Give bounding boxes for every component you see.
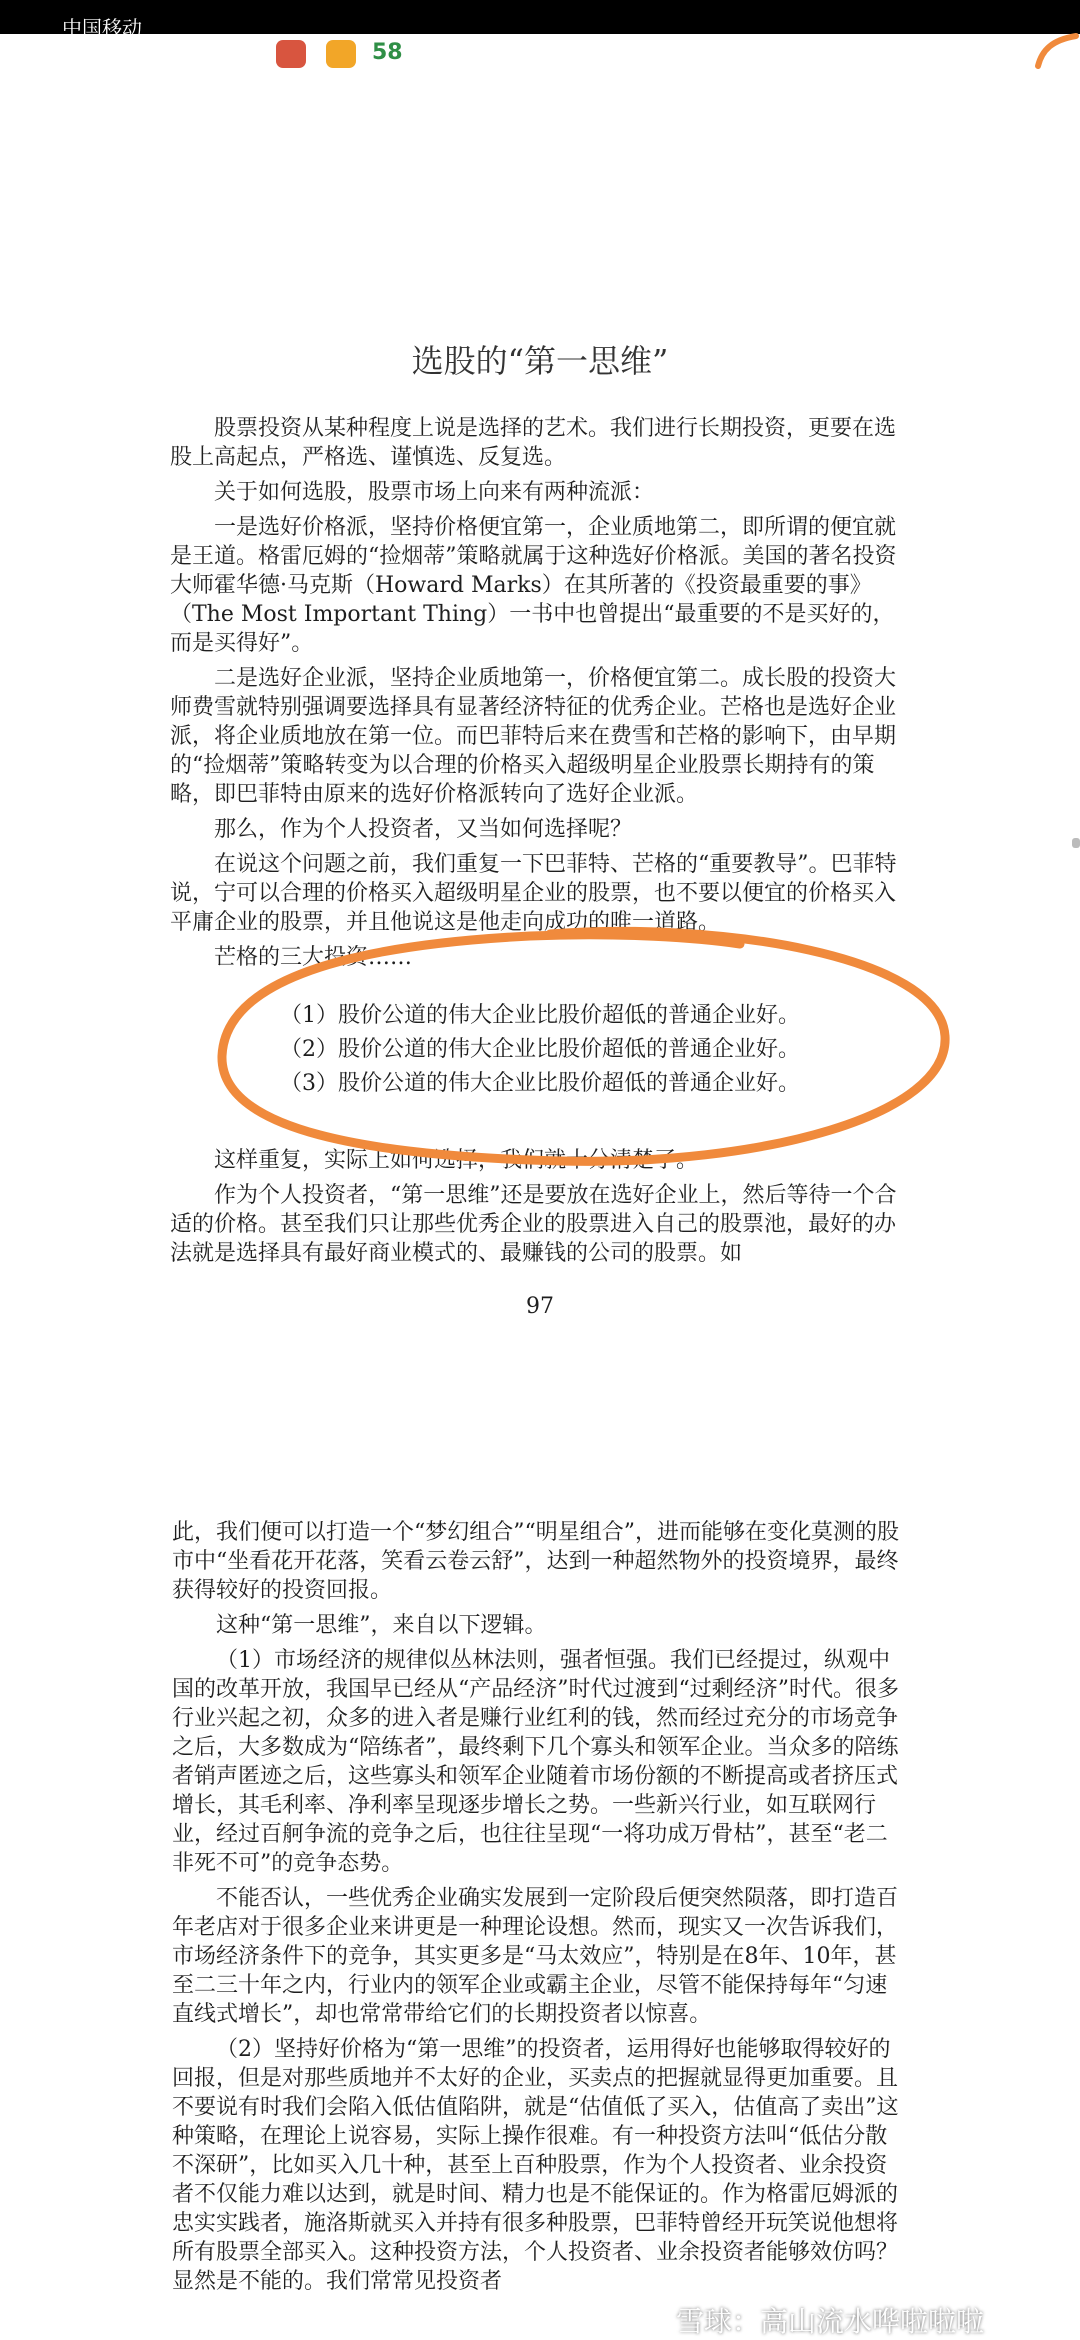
paragraph: 这样重复，实际上如何选择，我们就十分清楚了。	[214, 1148, 699, 1173]
quote-item: （1）股价公道的伟大企业比股价超低的普通企业好。	[280, 1003, 800, 1028]
carrier-name: 中国移动	[62, 16, 142, 40]
page-97-text	[170, 414, 900, 978]
watermark: 雪球：高山流水哗啦啦啦	[676, 2305, 985, 2338]
paragraph: 此，我们便可以打造一个“梦幻组合”“明星组合”，进而能够在变化莫测的股市中“坐看花开花落，笑看云卷云舒”，达到一种超然物外的投资境界，最终获得较好的投资回报。	[172, 1520, 899, 1603]
quote-item: （2）股价公道的伟大企业比股价超低的普通企业好。	[280, 1037, 800, 1062]
paragraph: 二是选好企业派，坚持企业质地第一，价格便宜第二。成长股的投资大师费雪就特别强调要选择具有显著经济特征的优秀企业。芒格也是选好企业派，将企业质地放在第一位。而巴菲特后来在费雪和芒格的影响下，由早期的“捡烟蒂”策略转变为以合理的价格买入超级明星企业股票长期持有的策略，即巴菲特由原来的选好价格派转向了选好企业派。	[170, 666, 897, 807]
quote-item: （3）股价公道的伟大企业比股价超低的普通企业好。	[280, 1071, 800, 1096]
status-bar	[0, 0, 1080, 40]
hand-drawn-circle	[200, 916, 960, 1174]
paragraph: 作为个人投资者，“第一思维”还是要放在选好企业上，然后等待一个合适的价格。甚至我们只让那些优秀企业的股票进入自己的股票池，最好的办法就是选择具有最好商业模式的、最赚钱的公司的股票。如	[170, 1183, 897, 1266]
notification-badge: 58	[372, 40, 403, 65]
paragraph: 芒格的三大投资……	[214, 945, 413, 970]
page-98-text	[172, 1518, 902, 2302]
page-number: 97	[526, 1294, 554, 1319]
paragraph: 那么，作为个人投资者，又当如何选择呢？	[214, 817, 633, 842]
book-page-98	[0, 1440, 1080, 2340]
paragraph: 一是选好价格派，坚持价格便宜第一，企业质地第二，即所谓的便宜就是王道。格雷厄姆的“捡烟蒂”策略就属于这种选好价格派。美国的著名投资大师霍华德·马克斯（Howard Marks）在其所著的《投资最重要的事》（The Most Important Thing）一书中也曾提出“最重要的不是买好的，而是买得好”。	[170, 515, 897, 656]
paragraph: 关于如何选股，股票市场上向来有两种流派：	[214, 480, 655, 505]
chapter-title: 选股的“第一思维”	[411, 342, 669, 380]
paragraph: 在说这个问题之前，我们重复一下巴菲特、芒格的“重要教导”。巴菲特说，宁可以合理的价格买入超级明星企业的股票，也不要以便宜的价格买入平庸企业的股票，并且他说这是他走向成功的唯一道路。	[170, 852, 897, 935]
paragraph: （1）市场经济的规律似丛林法则，强者恒强。我们已经提过，纵观中国的改革开放，我国早已经从“产品经济”时代过渡到“过剩经济”时代。很多行业兴起之初，众多的进入者是赚行业红利的钱，然而经过充分的市场竞争之后，大多数成为“陪练者”，最终剩下几个寡头和领军企业。当众多的陪练者销声匿迹之后，这些寡头和领军企业随着市场份额的不断提高或者挤压式增长，其毛利率、净利率呈现逐步增长之势。一些新兴行业，如互联网行业，经过百舸争流的竞争之后，也往往呈现“一将功成万骨枯”，甚至“老二非死不可”的竞争态势。	[172, 1648, 899, 1876]
paragraph: 股票投资从某种程度上说是选择的艺术。我们进行长期投资，更要在选股上高起点，严格选、谨慎选、反复选。	[170, 416, 897, 470]
scrollbar-thumb[interactable]	[1072, 838, 1080, 848]
paragraph: （2）坚持好价格为“第一思维”的投资者，运用得好也能够取得较好的回报，但是对那些质地并不太好的企业，买卖点的把握就显得更加重要。且不要说有时我们会陷入低估值陷阱，就是“估值低了买入，估值高了卖出”这种策略，在理论上说容易，实际上操作很难。有一种投资方法叫“低估分散不深研”，比如买入几十种，甚至上百种股票，作为个人投资者、业余投资者不仅能力难以达到，就是时间、精力也是不能保证的。作为格雷厄姆派的忠实实践者，施洛斯就买入并持有很多种股票，巴菲特曾经开玩笑说他想将所有股票全部买入。这种投资方法，个人投资者、业余投资者能够效仿吗？显然是不能的。我们常常见投资者	[172, 2037, 899, 2294]
paragraph: 不能否认，一些优秀企业确实发展到一定阶段后便突然陨落，即打造百年老店对于很多企业来讲更是一种理论设想。然而，现实又一次告诉我们，市场经济条件下的竞争，其实更多是“马太效应”，特别是在8年、10年，甚至二三十年之内，行业内的领军企业或霸主企业，尽管不能保持每年“匀速直线式增长”，却也常常带给它们的长期投资者以惊喜。	[172, 1886, 899, 2027]
paragraph: 这种“第一思维”，来自以下逻辑。	[216, 1613, 547, 1638]
